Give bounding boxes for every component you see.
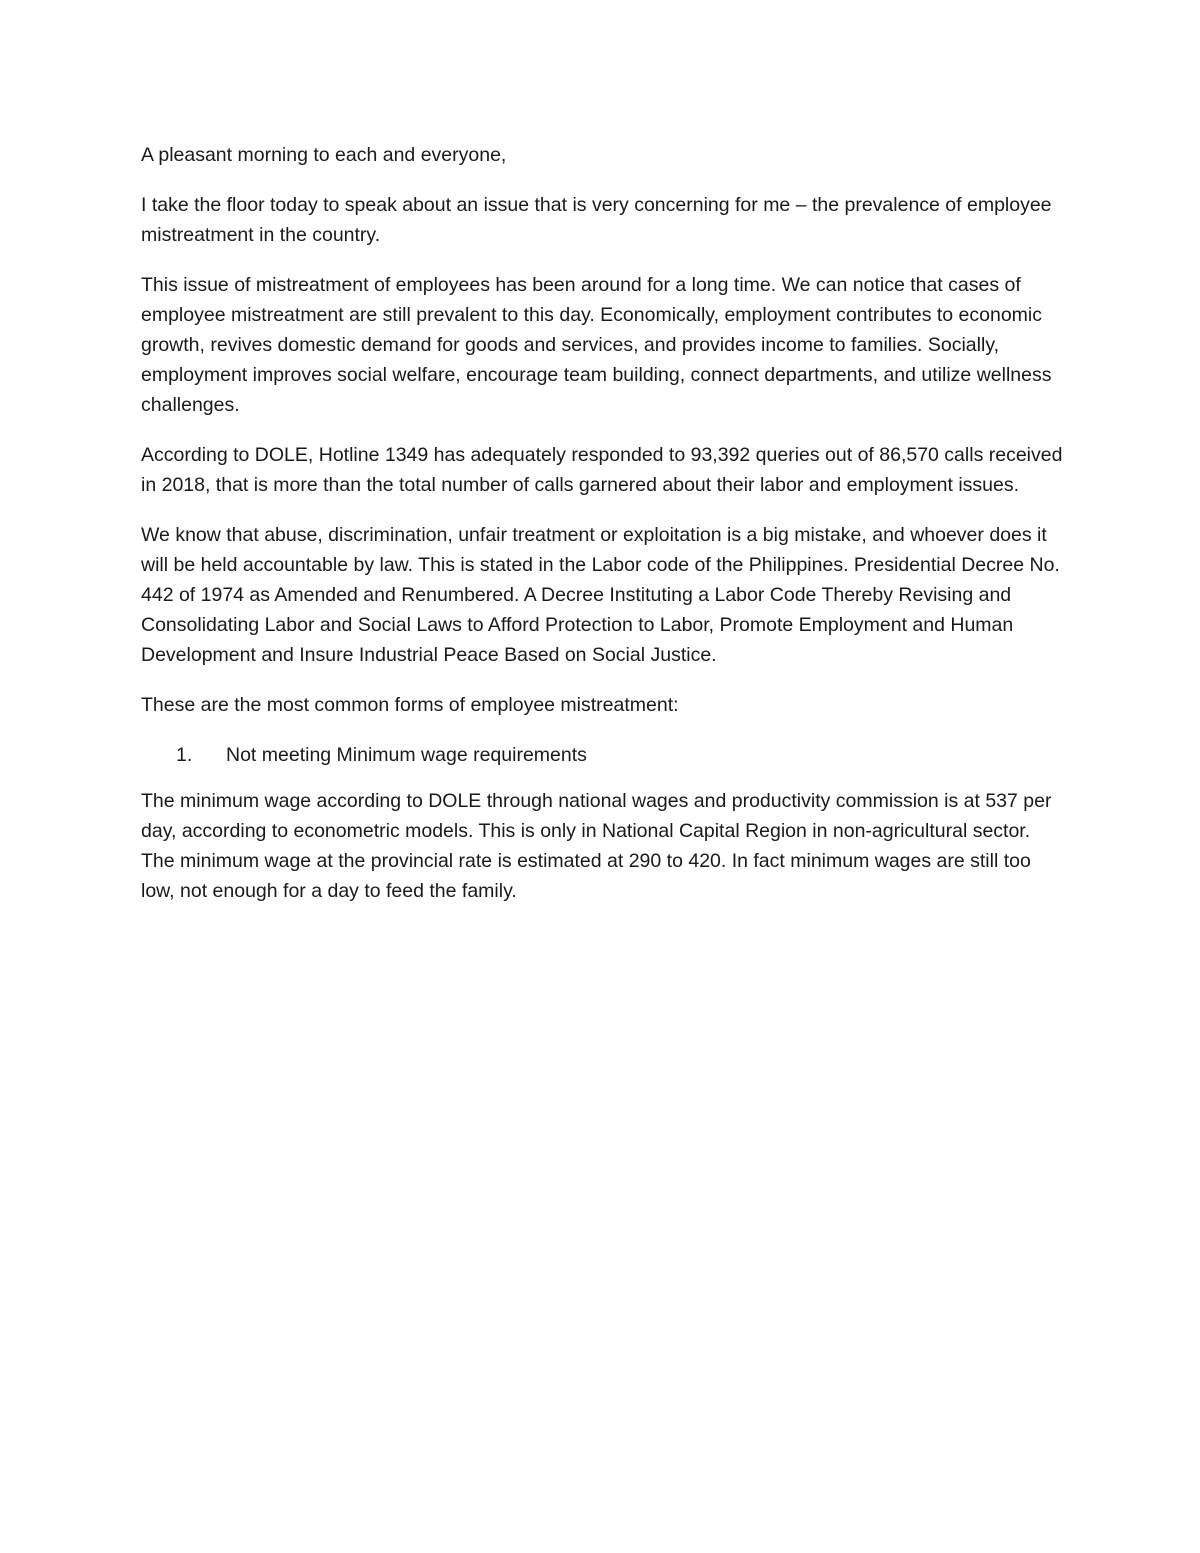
document-body [141,140,1066,926]
paragraph-dole-hotline: According to DOLE, Hotline 1349 has adequately responded to 93,392 queries out of 86,570 calls received in 2018, that is more than the total number of calls garnered about their labor and employment issues. [141,444,1063,496]
paragraph-minimum-wage: The minimum wage according to DOLE through national wages and productivity commission is at 537 per day, according to econometric models. This is only in National Capital Region in non-agricultural sector. The minimum wage at the provincial rate is estimated at 290 to 420. In fact minimum wages are still too low, not enough for a day to feed the family. [141,790,1052,902]
paragraph-forms-intro: These are the most common forms of employee mistreatment: [141,694,679,716]
paragraph-issue: This issue of mistreatment of employees has been around for a long time. We can notice that cases of employee mistreatment are still prevalent to this day. Economically, employment contributes to economic growth, revives domestic demand for goods and services, and provides income to families. Socially, employment improves social welfare, encourage team building, connect departments, and utilize wellness challenges. [141,274,1052,416]
list-item-number: 1. [176,744,193,766]
list-item [141,740,1066,770]
paragraph-intro: I take the floor today to speak about an issue that is very concerning for me – the prevalence of employee mistreatment in the country. [141,194,1052,246]
greeting: A pleasant morning to each and everyone, [141,144,507,166]
paragraph-labor-code: We know that abuse, discrimination, unfair treatment or exploitation is a big mistake, and whoever does it will be held accountable by law. This is stated in the Labor code of the Philippines. Presidential Decree No. 442 of 1974 as Amended and Renumbered. A Decree Instituting a Labor Code Thereby Revising and Consolidating Labor and Social Laws to Afford Protection to Labor, Promote Employment and Human Development and Insure Industrial Peace Based on Social Justice. [141,524,1060,666]
list-item-text: Not meeting Minimum wage requirements [226,744,587,766]
